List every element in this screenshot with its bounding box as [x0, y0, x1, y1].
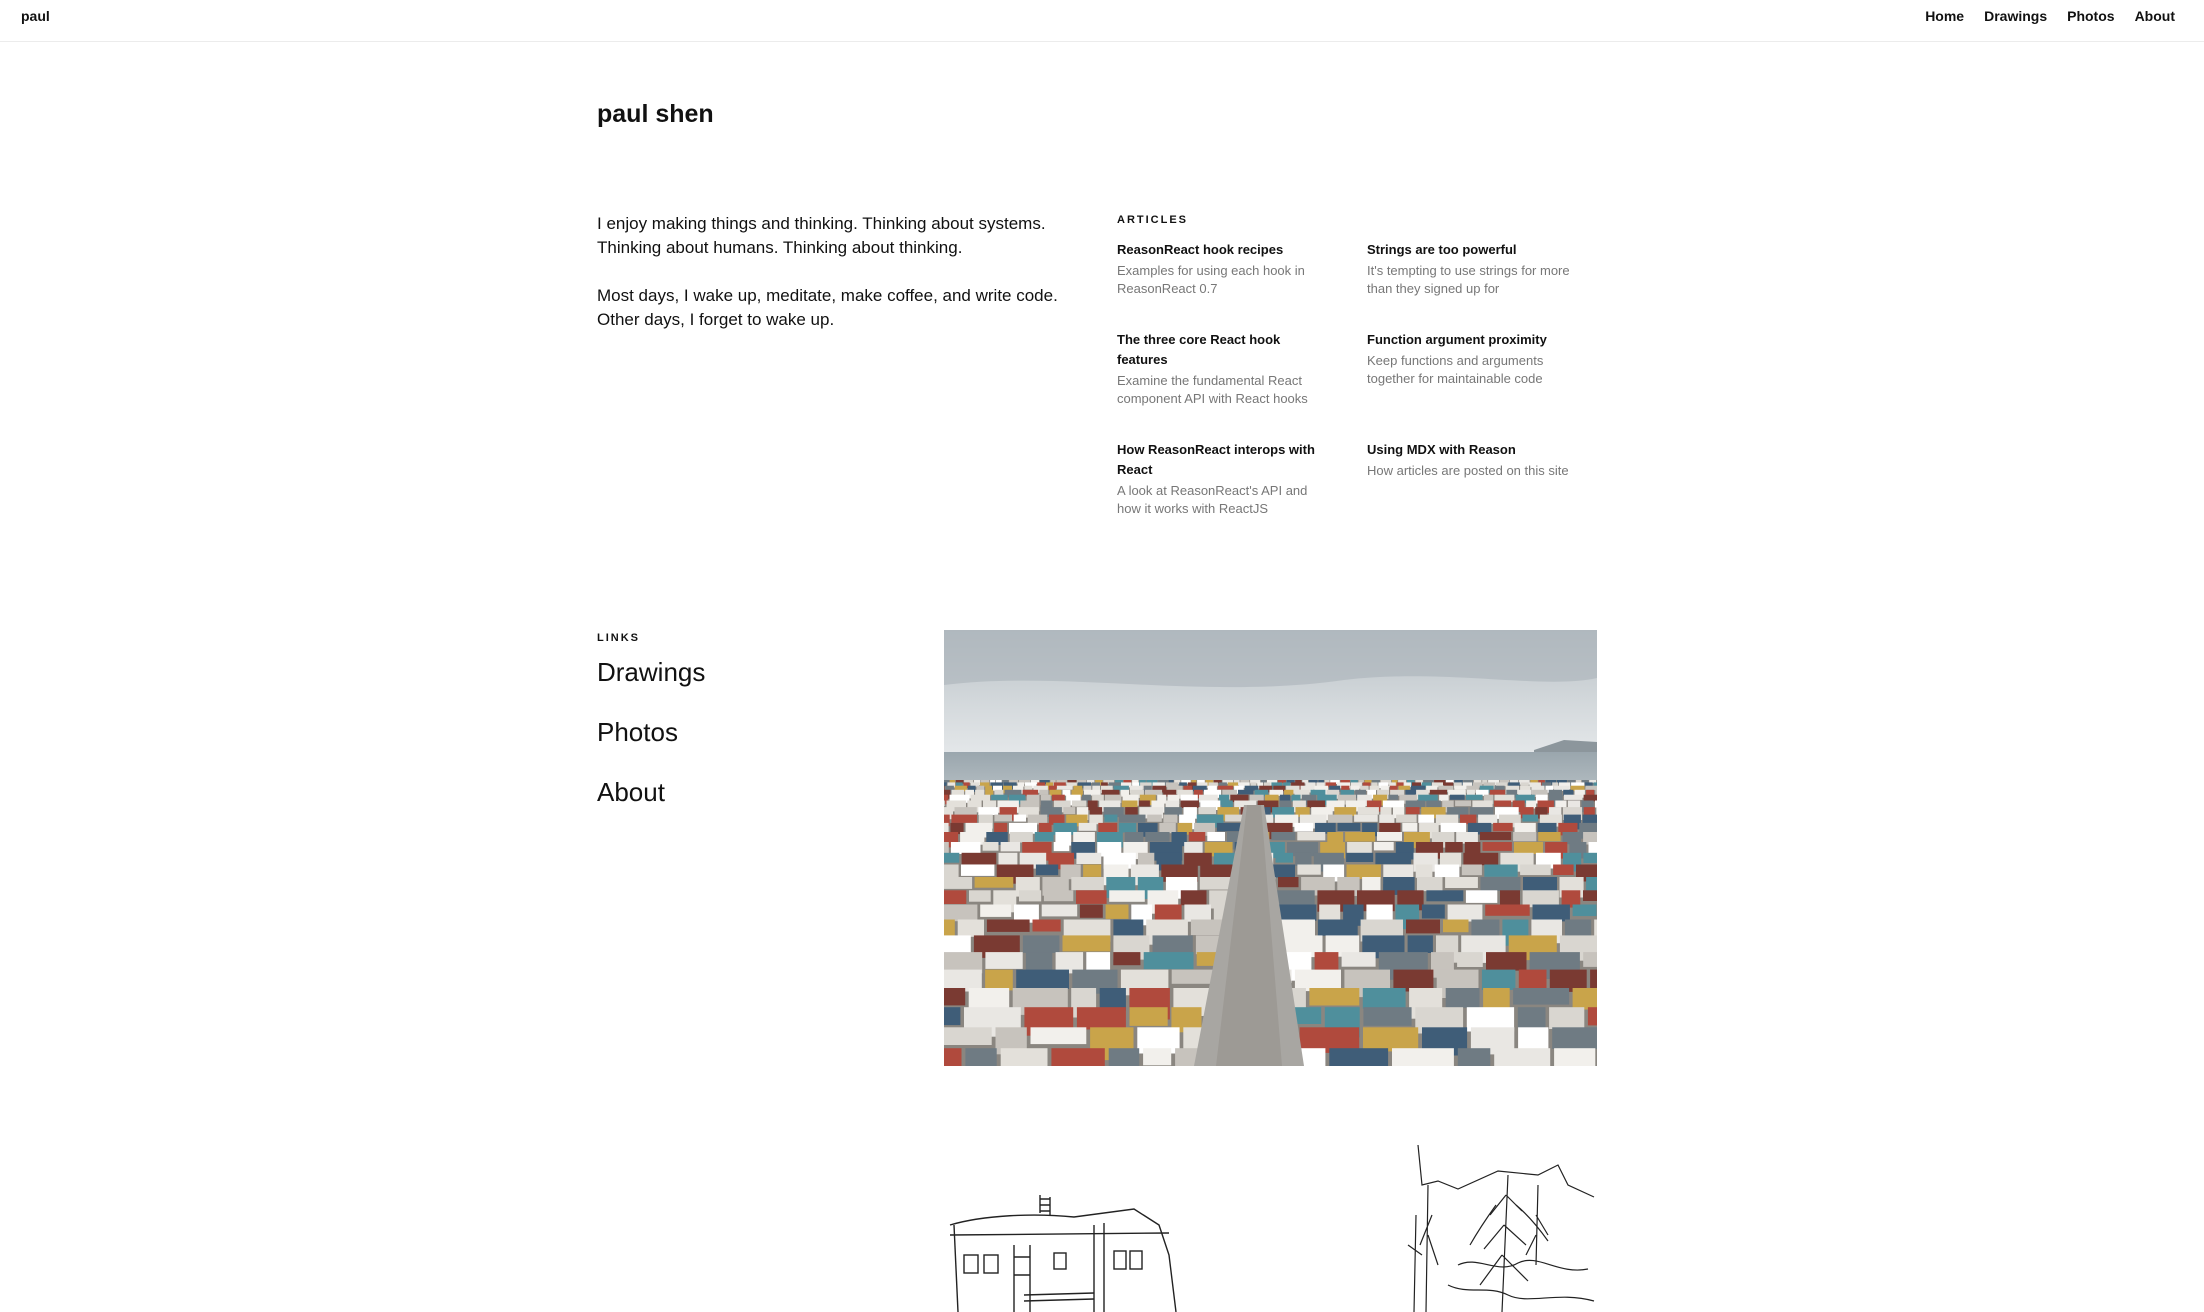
nav-drawings-link[interactable]: Drawings [1984, 8, 2048, 24]
about-link[interactable]: About [597, 777, 665, 807]
intro-text [597, 212, 1067, 356]
articles-heading: ARTICLES [1117, 214, 1188, 226]
article-title: How ReasonReact interops with React [1117, 442, 1315, 477]
article-link-strings[interactable] [1367, 240, 1582, 298]
nav-home-link[interactable]: Home [1925, 8, 1965, 24]
city-aerial-photo[interactable] [944, 630, 1597, 1066]
article-description: Examine the fundamental React component API with React hooks [1117, 373, 1308, 406]
article-description: Examples for using each hook in ReasonReact 0.7 [1117, 263, 1305, 296]
article-description: How articles are posted on this site [1367, 463, 1569, 478]
links-list [597, 654, 705, 834]
article-link-mdx[interactable] [1367, 440, 1582, 480]
trees-sketch[interactable] [1398, 1145, 1598, 1312]
nav-about-link[interactable]: About [2134, 8, 2175, 24]
links-heading: LINKS [597, 632, 640, 644]
article-title: Using MDX with Reason [1367, 442, 1516, 457]
article-link-hook-recipes[interactable] [1117, 240, 1332, 298]
nav-photos-link[interactable]: Photos [2067, 8, 2115, 24]
page-title: paul shen [597, 100, 714, 128]
drawings-link[interactable]: Drawings [597, 657, 706, 687]
top-navbar [0, 0, 2204, 42]
building-sketch[interactable] [944, 1195, 1214, 1312]
article-title: The three core React hook features [1117, 332, 1281, 367]
photos-link[interactable]: Photos [597, 717, 678, 747]
article-link-interop[interactable] [1117, 440, 1332, 518]
article-title: Strings are too powerful [1367, 242, 1517, 257]
intro-paragraph: I enjoy making things and thinking. Thinking about systems. Thinking about humans. Thinking about thinking. [597, 214, 1046, 257]
article-link-argument-proximity[interactable] [1367, 330, 1582, 388]
article-description: A look at ReasonReact's API and how it works with ReactJS [1117, 483, 1308, 516]
article-link-core-hooks[interactable] [1117, 330, 1332, 408]
article-title: ReasonReact hook recipes [1117, 242, 1284, 257]
article-description: Keep functions and arguments together for maintainable code [1367, 353, 1544, 386]
article-description: It's tempting to use strings for more than they signed up for [1367, 263, 1570, 296]
intro-paragraph: Most days, I wake up, meditate, make coffee, and write code. Other days, I forget to wake up. [597, 286, 1058, 329]
brand-link[interactable]: paul [21, 8, 50, 24]
top-nav [1925, 8, 2175, 24]
article-title: Function argument proximity [1367, 332, 1547, 347]
